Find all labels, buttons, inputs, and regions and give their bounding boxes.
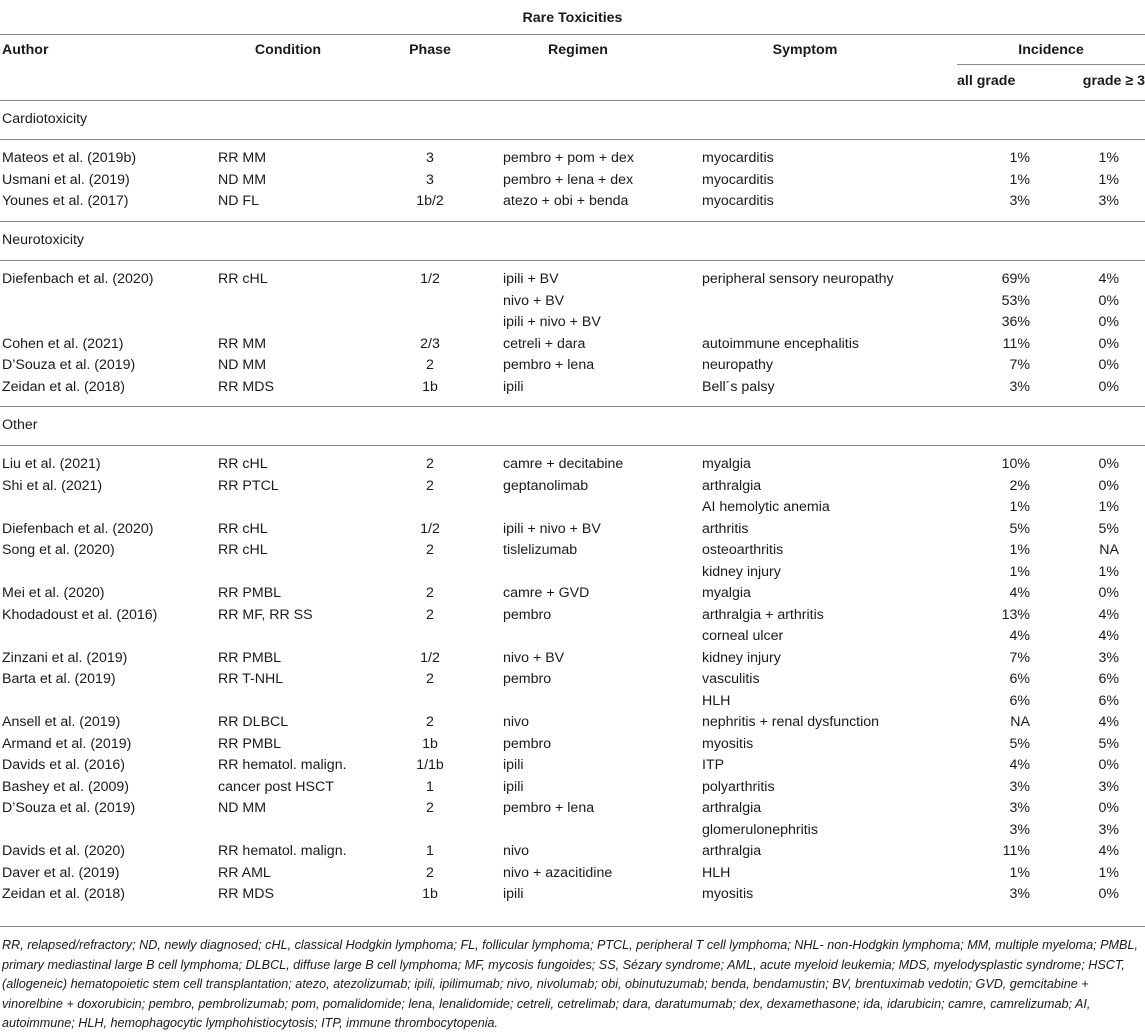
cell-phase: 1 <box>426 843 434 859</box>
cell-grade-3: NA <box>1099 542 1119 558</box>
cell-all-grade: 4% <box>1009 585 1030 601</box>
cell-condition: RR DLBCL <box>218 714 289 730</box>
cell-phase: 1b <box>422 379 438 395</box>
table-row <box>0 691 1145 712</box>
cell-author: Zeidan et al. (2018) <box>2 379 126 395</box>
cell-all-grade: 6% <box>1009 692 1030 709</box>
table-row <box>0 755 1145 776</box>
cell-condition: RR MDS <box>218 379 274 395</box>
cell-condition: RR MM <box>218 150 267 166</box>
cell-condition: RR AML <box>218 864 271 881</box>
cell-grade-3: 1% <box>1098 499 1119 515</box>
cell-regimen: nivo + BV <box>503 292 565 309</box>
cell-grade-3: 0% <box>1098 456 1119 472</box>
cell-symptom: HLH <box>702 692 731 709</box>
cell-condition: RR cHL <box>218 542 268 558</box>
cell-author: Barta et al. (2019) <box>2 671 116 687</box>
cell-all-grade: 53% <box>1001 292 1030 309</box>
cell-regimen: camre + decitabine <box>503 456 624 472</box>
cell-condition: RR cHL <box>218 520 268 537</box>
cell-all-grade: 4% <box>1009 628 1030 644</box>
section-rule <box>0 445 1145 446</box>
cell-grade-3: 5% <box>1098 735 1119 752</box>
cell-grade-3: 0% <box>1098 886 1119 902</box>
incidence-rule <box>957 64 1145 65</box>
cell-condition: ND FL <box>218 193 259 209</box>
cell-all-grade: 13% <box>1001 606 1030 623</box>
cell-symptom: Bell´s palsy <box>702 379 775 395</box>
cell-all-grade: 4% <box>1009 757 1030 773</box>
table-row <box>0 269 1145 290</box>
section-heading: Neurotoxicity <box>2 232 85 248</box>
cell-grade-3: 0% <box>1098 757 1119 773</box>
table-row <box>0 884 1145 905</box>
cell-grade-3: 3% <box>1098 649 1119 666</box>
cell-all-grade: 7% <box>1009 649 1030 666</box>
cell-phase: 2 <box>426 864 434 881</box>
cell-grade-3: 3% <box>1098 778 1119 795</box>
cell-phase: 1b <box>422 735 438 752</box>
cell-symptom: myalgia <box>702 456 751 472</box>
cell-phase: 1/2 <box>420 649 440 666</box>
cell-all-grade: 1% <box>1009 563 1030 580</box>
table-row <box>0 148 1145 169</box>
table-row <box>0 669 1145 690</box>
table-row <box>0 377 1145 398</box>
cell-phase: 2 <box>426 456 434 472</box>
cell-condition: RR PTCL <box>218 477 279 494</box>
cell-symptom: corneal ulcer <box>702 628 784 644</box>
cell-symptom: arthralgia + arthritis <box>702 606 824 623</box>
cell-symptom: myositis <box>702 735 754 752</box>
cell-condition: RR PMBL <box>218 735 282 752</box>
cell-symptom: autoimmune encephalitis <box>702 335 859 352</box>
table-row <box>0 355 1145 376</box>
table-row <box>0 712 1145 733</box>
cell-symptom: osteoarthritis <box>702 542 784 558</box>
subheader-row <box>0 71 1145 92</box>
cell-grade-3: 6% <box>1098 671 1119 687</box>
cell-symptom: neuropathy <box>702 357 773 374</box>
table-row <box>0 312 1145 333</box>
cell-symptom: arthralgia <box>702 800 762 816</box>
cell-regimen: ipili <box>503 886 524 902</box>
table-row <box>0 519 1145 540</box>
cell-regimen: camre + GVD <box>503 585 590 601</box>
table-row <box>0 734 1145 755</box>
cell-grade-3: 1% <box>1098 864 1119 881</box>
table-row <box>0 562 1145 583</box>
cell-regimen: nivo <box>503 714 530 730</box>
cell-grade-3: 5% <box>1098 520 1119 537</box>
cell-author: Cohen et al. (2021) <box>2 335 124 352</box>
cell-author: Ansell et al. (2019) <box>2 714 121 730</box>
section-end-rule <box>0 926 1145 927</box>
cell-symptom: arthritis <box>702 520 749 537</box>
cell-author: Zeidan et al. (2018) <box>2 886 126 902</box>
cell-regimen: pembro <box>503 671 552 687</box>
cell-grade-3: 0% <box>1098 335 1119 352</box>
cell-all-grade: 3% <box>1009 886 1030 902</box>
header-row <box>0 40 1145 61</box>
header-incidence: Incidence <box>1018 42 1084 58</box>
cell-regimen: atezo + obi + benda <box>503 193 629 209</box>
cell-regimen: ipili <box>503 778 524 795</box>
cell-condition: RR hematol. malign. <box>218 757 347 773</box>
cell-author: D’Souza et al. (2019) <box>2 800 136 816</box>
cell-all-grade: 1% <box>1009 150 1030 166</box>
cell-author: Mateos et al. (2019b) <box>2 150 137 166</box>
cell-symptom: myocarditis <box>702 171 774 188</box>
cell-condition: RR T-NHL <box>218 671 284 687</box>
section-end-rule <box>0 221 1145 222</box>
cell-symptom: polyarthritis <box>702 778 775 795</box>
cell-condition: RR MF, RR SS <box>218 606 313 623</box>
cell-symptom: arthralgia <box>702 843 762 859</box>
cell-all-grade: 5% <box>1009 520 1030 537</box>
cell-regimen: pembro + lena <box>503 357 595 374</box>
cell-condition: RR MM <box>218 335 267 352</box>
cell-phase: 2/3 <box>420 335 440 352</box>
cell-phase: 1/1b <box>416 757 444 773</box>
section-heading: Cardiotoxicity <box>2 111 88 127</box>
cell-symptom: kidney injury <box>702 563 781 580</box>
cell-symptom: myalgia <box>702 585 751 601</box>
cell-condition: RR cHL <box>218 271 268 287</box>
cell-author: Liu et al. (2021) <box>2 456 101 472</box>
table-row <box>0 863 1145 884</box>
table-row <box>0 777 1145 798</box>
cell-grade-3: 0% <box>1098 477 1119 494</box>
cell-regimen: ipili + nivo + BV <box>503 520 601 537</box>
cell-grade-3: 0% <box>1098 357 1119 374</box>
section-heading: Other <box>2 417 38 433</box>
cell-grade-3: 1% <box>1098 563 1119 580</box>
cell-grade-3: 4% <box>1098 606 1119 623</box>
cell-author: Shi et al. (2021) <box>2 477 103 494</box>
cell-symptom: ITP <box>702 757 725 773</box>
cell-grade-3: 0% <box>1098 292 1119 309</box>
cell-symptom: HLH <box>702 864 731 881</box>
cell-all-grade: 5% <box>1009 735 1030 752</box>
cell-author: Khodadoust et al. (2016) <box>2 606 158 623</box>
cell-author: Bashey et al. (2009) <box>2 778 129 795</box>
table-footnote: RR, relapsed/refractory; ND, newly diagnosed; cHL, classical Hodgkin lymphoma; FL, follicular lymphoma; PTCL, peripheral T cell lymphoma; NHL- non-Hodgkin lymphoma; MM, multiple myeloma; PMBL, primary mediastinal large B cell lymphoma; DLBCL, diffuse large B cell lymphoma; MF, mycosis fungoides; SS, Sézary syndrome; AML, acute myeloid leukemia; MDS, myelodysplastic syndrome; HSCT, (allogeneic) hematopoietic stem cell transplantation; atezo, atezolizumab; ipili, ipilimumab; nivo, nivolumab; obi, obinutuzumab; benda, bendamustin; BV, brentuximab vedotin; GVD, gemcitabine + vinorelbine + doxorubicin; pembro, pembrolizumab; pom, pomalidomide; lena, lenalidomide; cetreli, cetrelimab; dara, daratumumab; dex, dexamethasone; ida, idarubicin; camre, camrelizumab; AI, autoimmune; HLH, hemophagocytic lymphohistiocytosis; ITP, immune thrombocytopenia. <box>2 938 1138 1030</box>
cell-all-grade: 1% <box>1009 864 1030 881</box>
cell-all-grade: 3% <box>1009 778 1030 795</box>
cell-regimen: tislelizumab <box>503 542 578 558</box>
cell-grade-3: 0% <box>1098 314 1119 331</box>
cell-condition: ND MM <box>218 171 267 188</box>
cell-all-grade: 1% <box>1009 499 1030 515</box>
cell-phase: 2 <box>426 671 434 687</box>
cell-regimen: ipili <box>503 379 524 395</box>
cell-phase: 1/2 <box>420 520 440 537</box>
header-phase: Phase <box>409 42 451 58</box>
cell-grade-3: 3% <box>1098 193 1119 209</box>
table-row <box>0 476 1145 497</box>
cell-regimen: nivo <box>503 843 530 859</box>
cell-phase: 2 <box>426 542 434 558</box>
header-all-grade: all grade <box>957 73 1016 89</box>
cell-grade-3: 1% <box>1098 150 1119 166</box>
cell-symptom: arthralgia <box>702 477 762 494</box>
cell-phase: 3 <box>426 171 434 188</box>
cell-grade-3: 0% <box>1098 585 1119 601</box>
cell-regimen: nivo + BV <box>503 649 565 666</box>
header-symptom: Symptom <box>772 42 838 58</box>
cell-grade-3: 3% <box>1098 821 1119 838</box>
cell-grade-3: 0% <box>1098 379 1119 395</box>
header-bottom-rule <box>0 100 1145 101</box>
cell-regimen: pembro <box>503 735 552 752</box>
table-row <box>0 334 1145 355</box>
cell-regimen: cetreli + dara <box>503 335 586 352</box>
table-row <box>0 798 1145 819</box>
table-row <box>0 605 1145 626</box>
cell-author: Daver et al. (2019) <box>2 864 120 881</box>
cell-regimen: ipili <box>503 757 524 773</box>
cell-regimen: nivo + azacitidine <box>503 864 613 881</box>
table-row <box>0 841 1145 862</box>
cell-all-grade: NA <box>1010 714 1030 730</box>
cell-phase: 3 <box>426 150 434 166</box>
cell-symptom: glomerulonephritis <box>702 821 818 838</box>
cell-regimen: geptanolimab <box>503 477 589 494</box>
header-regimen: Regimen <box>548 42 608 58</box>
section-rule <box>0 260 1145 261</box>
cell-condition: RR MDS <box>218 886 274 902</box>
table-row <box>0 291 1145 312</box>
top-rule <box>0 34 1145 35</box>
cell-author: Davids et al. (2020) <box>2 843 126 859</box>
cell-condition: RR PMBL <box>218 585 282 601</box>
cell-phase: 2 <box>426 800 434 816</box>
cell-author: Song et al. (2020) <box>2 542 115 558</box>
table-row <box>0 820 1145 841</box>
cell-grade-3: 1% <box>1098 171 1119 188</box>
cell-all-grade: 7% <box>1009 357 1030 374</box>
cell-phase: 1/2 <box>420 271 440 287</box>
cell-condition: RR hematol. malign. <box>218 843 347 859</box>
section-rule <box>0 139 1145 140</box>
cell-condition: RR cHL <box>218 456 268 472</box>
cell-author: Davids et al. (2016) <box>2 757 126 773</box>
cell-condition: cancer post HSCT <box>218 778 334 795</box>
cell-phase: 2 <box>426 714 434 730</box>
table-row <box>0 626 1145 647</box>
cell-phase: 2 <box>426 585 434 601</box>
cell-grade-3: 4% <box>1098 714 1119 730</box>
cell-phase: 2 <box>426 606 434 623</box>
table-row <box>0 648 1145 669</box>
cell-all-grade: 1% <box>1009 171 1030 188</box>
header-grade-3: grade ≥ 3 <box>1082 73 1145 89</box>
cell-all-grade: 11% <box>1002 843 1030 859</box>
section-end-rule <box>0 406 1145 407</box>
cell-regimen: pembro + lena + dex <box>503 171 634 188</box>
cell-grade-3: 4% <box>1098 628 1119 644</box>
header-condition: Condition <box>254 42 322 58</box>
cell-regimen: pembro + pom + dex <box>503 150 634 166</box>
cell-author: Usmani et al. (2019) <box>2 171 130 188</box>
cell-all-grade: 2% <box>1009 477 1030 494</box>
cell-grade-3: 0% <box>1098 800 1119 816</box>
header-author: Author <box>2 42 49 58</box>
cell-all-grade: 1% <box>1009 542 1030 558</box>
cell-author: D’Souza et al. (2019) <box>2 357 136 374</box>
cell-phase: 1 <box>426 778 434 795</box>
cell-author: Mei et al. (2020) <box>2 585 105 601</box>
cell-symptom: kidney injury <box>702 649 781 666</box>
cell-all-grade: 69% <box>1001 271 1030 287</box>
table-row <box>0 583 1145 604</box>
cell-author: Armand et al. (2019) <box>2 735 132 752</box>
cell-author: Zinzani et al. (2019) <box>2 649 128 666</box>
cell-all-grade: 3% <box>1009 821 1030 838</box>
cell-phase: 2 <box>426 477 434 494</box>
cell-symptom: myositis <box>702 886 754 902</box>
cell-condition: ND MM <box>218 357 267 374</box>
cell-symptom: peripheral sensory neuropathy <box>702 271 894 287</box>
cell-condition: ND MM <box>218 800 267 816</box>
table-title: Rare Toxicities <box>522 10 623 26</box>
cell-all-grade: 6% <box>1009 671 1030 687</box>
cell-author: Younes et al. (2017) <box>2 193 129 209</box>
cell-condition: RR PMBL <box>218 649 282 666</box>
cell-author: Diefenbach et al. (2020) <box>2 520 154 537</box>
cell-symptom: myocarditis <box>702 193 774 209</box>
cell-all-grade: 10% <box>1001 456 1030 472</box>
cell-regimen: pembro <box>503 606 552 623</box>
cell-all-grade: 3% <box>1009 379 1030 395</box>
table-row <box>0 170 1145 191</box>
cell-author: Diefenbach et al. (2020) <box>2 271 154 287</box>
cell-symptom: myocarditis <box>702 150 774 166</box>
table-row <box>0 540 1145 561</box>
cell-all-grade: 3% <box>1009 800 1030 816</box>
cell-phase: 1b/2 <box>416 193 444 209</box>
cell-regimen: ipili + BV <box>503 271 559 287</box>
cell-regimen: pembro + lena <box>503 800 595 816</box>
cell-symptom: nephritis + renal dysfunction <box>702 714 880 730</box>
cell-all-grade: 3% <box>1009 193 1030 209</box>
cell-regimen: ipili + nivo + BV <box>503 314 601 331</box>
cell-phase: 1b <box>422 886 438 902</box>
cell-all-grade: 11% <box>1002 335 1030 352</box>
table-row <box>0 454 1145 475</box>
cell-all-grade: 36% <box>1001 314 1030 331</box>
cell-grade-3: 4% <box>1098 271 1119 287</box>
cell-phase: 2 <box>426 357 434 374</box>
cell-grade-3: 4% <box>1098 843 1119 859</box>
table-row <box>0 497 1145 518</box>
cell-grade-3: 6% <box>1098 692 1119 709</box>
cell-symptom: AI hemolytic anemia <box>702 499 830 515</box>
cell-symptom: vasculitis <box>702 671 760 687</box>
table-row <box>0 191 1145 212</box>
